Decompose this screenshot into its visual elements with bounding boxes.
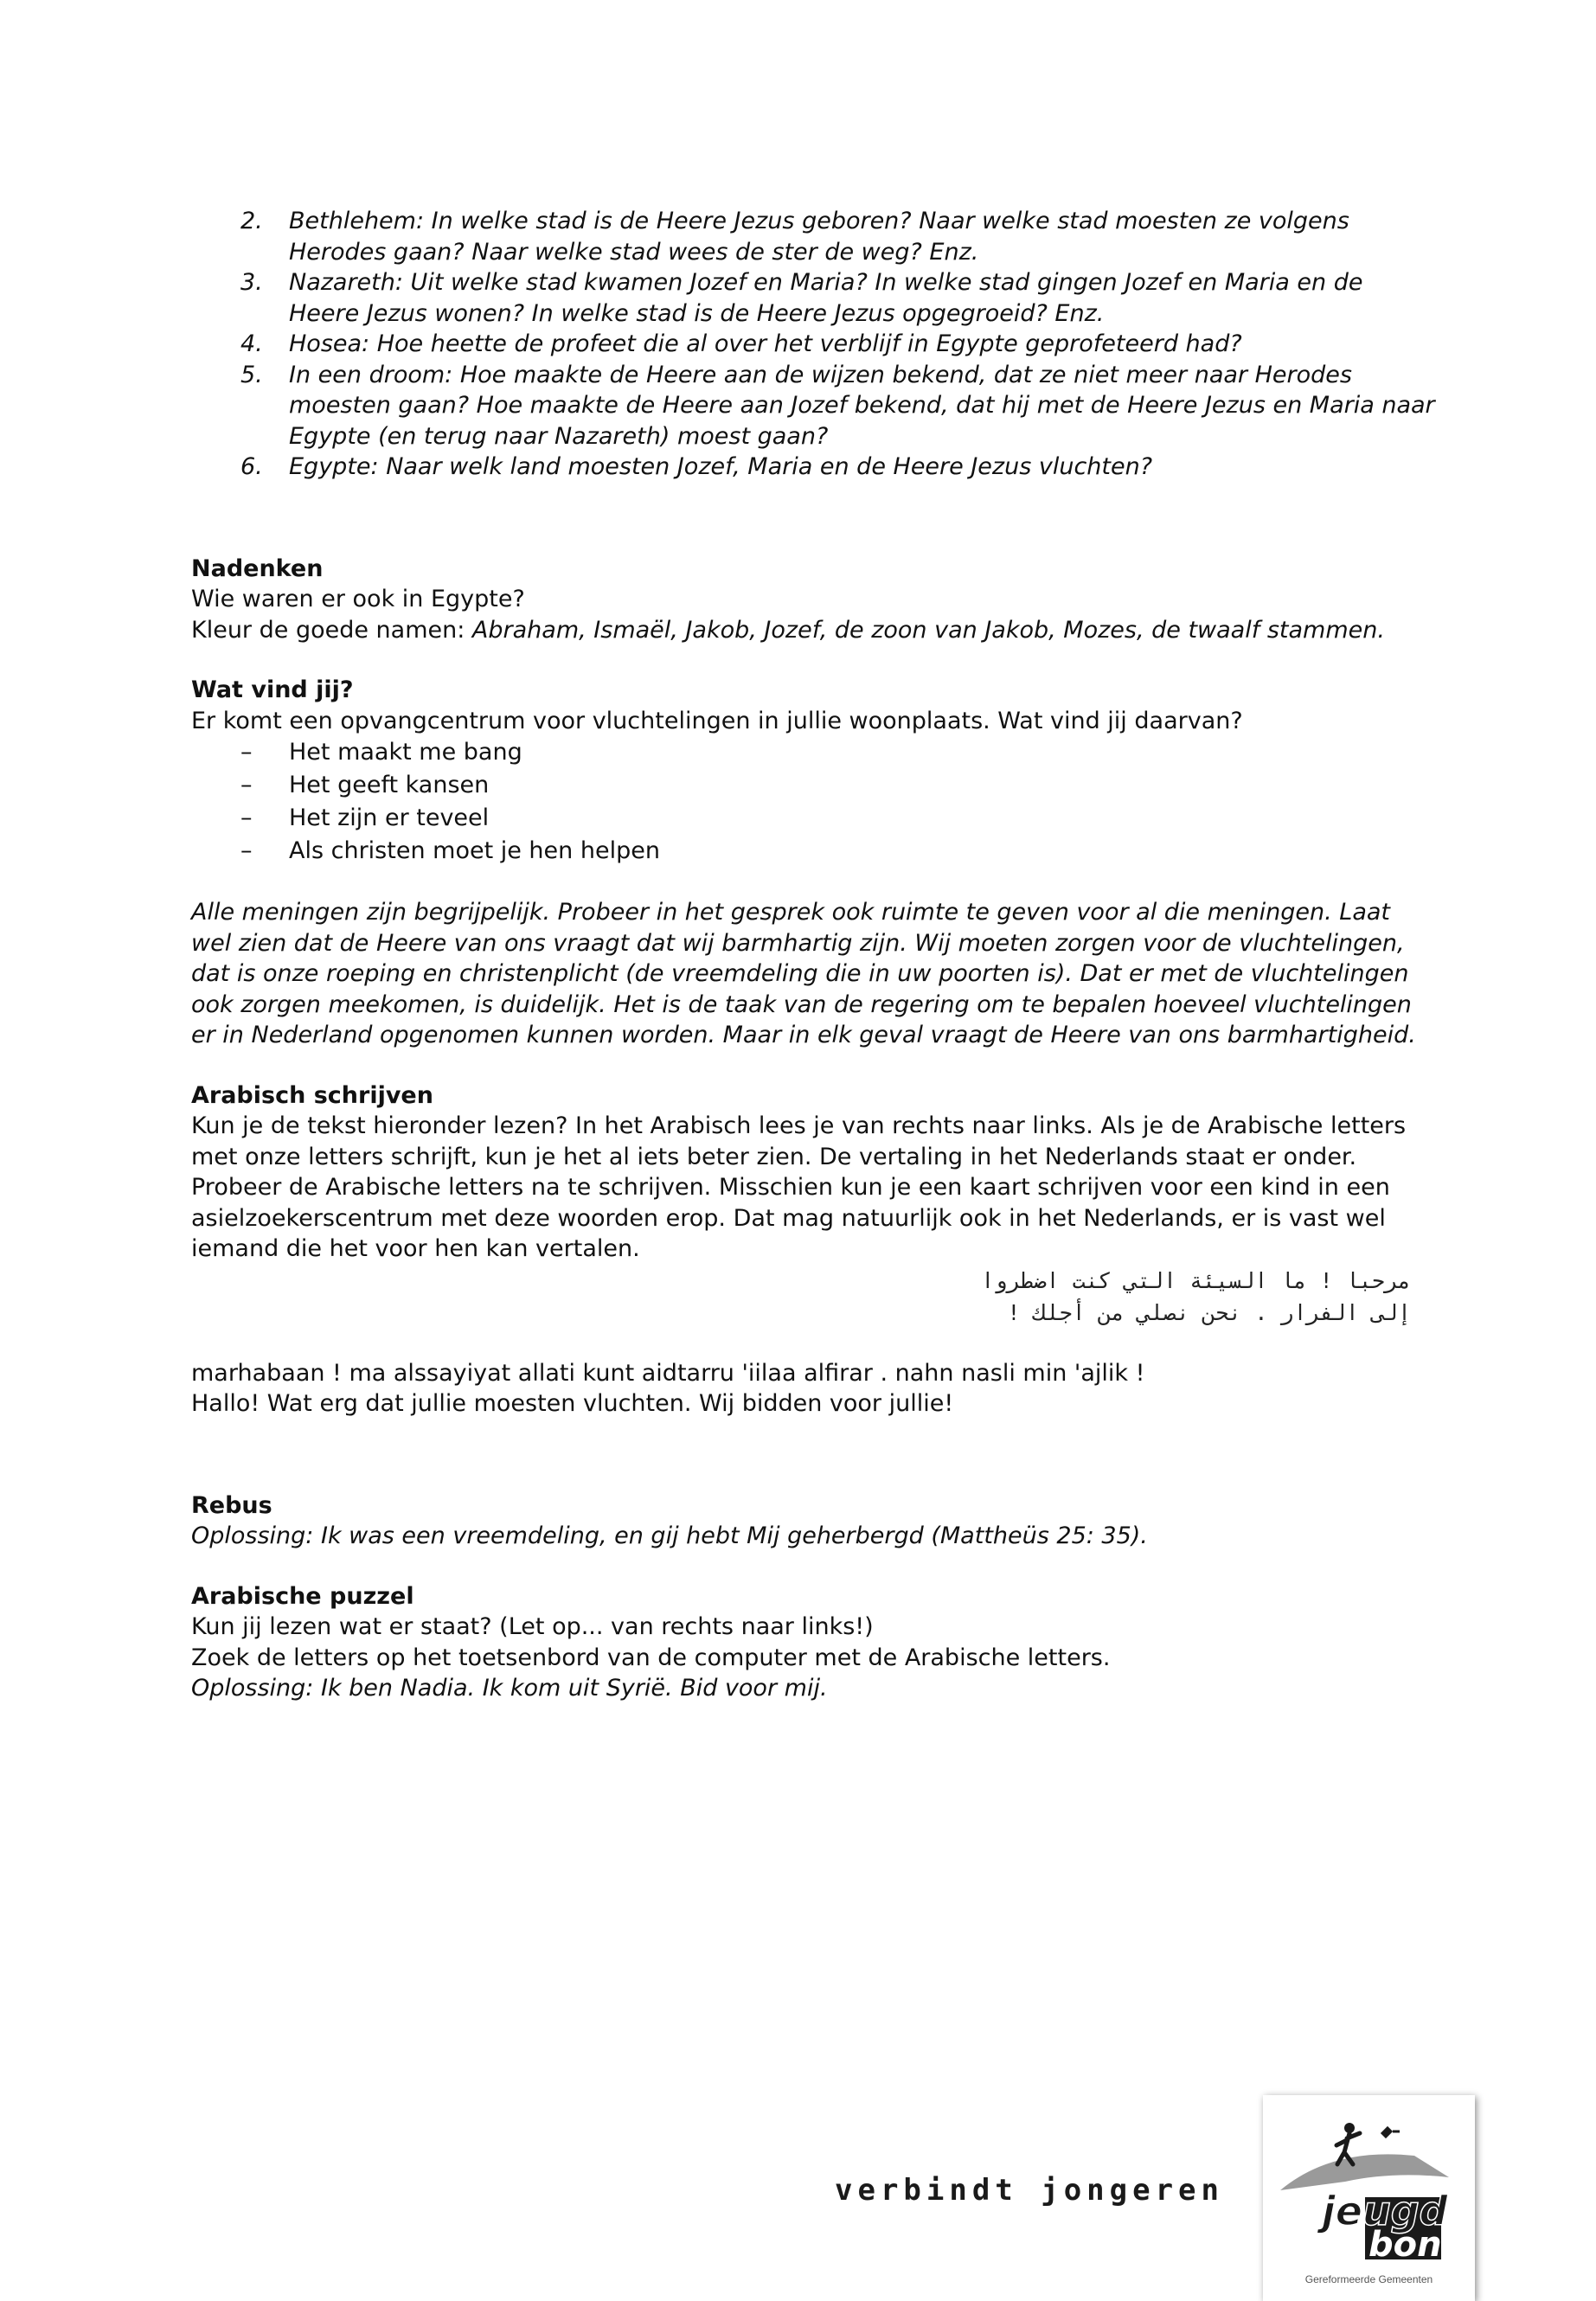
arabic-line: إلى الفرار . نحن نصلي من أجلك ! bbox=[1007, 1299, 1411, 1325]
logo-word-1: jeugd bbox=[1322, 2188, 1448, 2234]
list-item bbox=[191, 452, 1437, 483]
dash-bullet: – bbox=[240, 772, 253, 798]
paragraph-line: Zoek de letters op het toetsenbord van de computer met de Arabische letters. bbox=[191, 1644, 1111, 1671]
list-item bbox=[191, 206, 1437, 267]
list-item bbox=[191, 267, 1437, 329]
section-wat-vind-jij bbox=[191, 675, 1437, 1051]
section-arabisch-schrijven bbox=[191, 1080, 1437, 1420]
list-item bbox=[191, 769, 1437, 802]
list-item bbox=[191, 835, 1437, 868]
jeugdbond-logo bbox=[1263, 2095, 1475, 2301]
question-list bbox=[191, 206, 1437, 483]
logo-graphic bbox=[1263, 2095, 1475, 2301]
text-prefix: Kleur de goede namen: bbox=[191, 616, 472, 644]
page-content bbox=[191, 206, 1437, 1704]
dash-bullet: – bbox=[240, 837, 253, 864]
solution-text: Oplossing: Ik was een vreemdeling, en gij hebt Mij geherbergd (Mattheüs 25: 35). bbox=[191, 1522, 1148, 1549]
logo-subtitle: Gereformeerde Gemeenten bbox=[1304, 2273, 1433, 2285]
transliteration: marhabaan ! ma alssayiyat allati kunt aidtarru 'iilaa alfirar . nahn nasli min 'ajlik ! bbox=[191, 1359, 1145, 1387]
list-text: Nazareth: Uit welke stad kwamen Jozef en Maria? In welke stad gingen Jozef en Maria en de Heere Jezus wonen? In welke stad is de Heere Jezus opgegroeid? Enz. bbox=[289, 269, 1363, 327]
list-text: Het geeft kansen bbox=[289, 772, 490, 798]
translation: Hallo! Wat erg dat jullie moesten vluchten. Wij bidden voor jullie! bbox=[191, 1390, 954, 1417]
list-number: 5. bbox=[240, 361, 263, 388]
list-text: Het maakt me bang bbox=[289, 739, 522, 766]
paragraph-line: Wie waren er ook in Egypte? bbox=[191, 586, 525, 612]
arabic-line: مرحبا ! ما السيئة التي كنت اضطروا bbox=[981, 1267, 1411, 1293]
teacher-note: Alle meningen zijn begrijpelijk. Probeer in het gesprek ook ruimte te geven voor al die meningen. Laat wel zien dat de Heere van ons vraagt dat wij barmhartig zijn. Wij moeten zorgen voor de vluchtelingen, dat is onze roeping en christenplicht (de vreemdeling die in uw poorten is). Dat er met de vluchtelingen ook zorgen meekomen, is duidelijk. Het is de taak van de regering om te bepalen hoeveel vluchtelingen er in Nederland opgenomen kunnen worden. Maar in elk geval vraagt de Heere van ons barmhartigheid. bbox=[191, 899, 1416, 1048]
list-item bbox=[191, 329, 1437, 360]
paragraph-line: Kun jij lezen wat er staat? (Let op... van rechts naar links!) bbox=[191, 1613, 874, 1640]
logo-word-2: bond bbox=[1368, 2225, 1467, 2265]
list-number: 3. bbox=[240, 269, 263, 296]
opinion-list bbox=[191, 736, 1437, 868]
solution-text: Oplossing: Ik ben Nadia. Ik kom uit Syrië. Bid voor mij. bbox=[191, 1675, 828, 1702]
section-heading: Wat vind jij? bbox=[191, 676, 354, 703]
list-number: 6. bbox=[240, 453, 263, 480]
dash-bullet: – bbox=[240, 804, 253, 831]
list-item bbox=[191, 736, 1437, 769]
paragraph: Kun je de tekst hieronder lezen? In het Arabisch lees je van rechts naar links. Als je de Arabische letters met onze letters schrijft, kun je het al iets beter zien. De vertaling in het Nederlands staat er onder. Probeer de Arabische letters na te schrijven. Misschien kun je een kaart schrijven voor een kind in een asielzoekerscentrum met deze woorden erop. Dat mag natuurlijk ook in het Nederlands, er is vast wel iemand die het voor hen kan vertalen. bbox=[191, 1112, 1407, 1262]
names-list: Abraham, Ismaël, Jakob, Jozef, de zoon van Jakob, Mozes, de twaalf stammen. bbox=[471, 616, 1385, 644]
list-number: 4. bbox=[240, 330, 263, 357]
list-item bbox=[191, 360, 1437, 452]
list-text: Hosea: Hoe heette de profeet die al over het verblijf in Egypte geprofeteerd had? bbox=[289, 330, 1242, 357]
list-text: Het zijn er teveel bbox=[289, 804, 490, 831]
section-rebus bbox=[191, 1490, 1437, 1552]
list-text: In een droom: Hoe maakte de Heere aan de wijzen bekend, dat ze niet meer naar Herodes moesten gaan? Hoe maakte de Heere aan Jozef bekend, dat hij met de Heere Jezus en Maria naar Egypte (en terug naar Nazareth) moest gaan? bbox=[289, 361, 1435, 450]
footer-slogan: verbindt jongeren bbox=[835, 2173, 1224, 2208]
dash-bullet: – bbox=[240, 739, 253, 766]
paragraph-line bbox=[191, 615, 1437, 646]
list-text: Als christen moet je hen helpen bbox=[289, 837, 660, 864]
list-text: Bethlehem: In welke stad is de Heere Jezus geboren? Naar welke stad moesten ze volgens Herodes gaan? Naar welke stad wees de ster de weg? Enz. bbox=[289, 208, 1349, 266]
section-heading: Nadenken bbox=[191, 554, 324, 582]
list-number: 2. bbox=[240, 208, 263, 234]
section-heading: Rebus bbox=[191, 1491, 272, 1519]
list-item bbox=[191, 802, 1437, 835]
section-arabische-puzzel bbox=[191, 1581, 1437, 1704]
logo-swoosh bbox=[1280, 2154, 1449, 2190]
list-text: Egypte: Naar welk land moesten Jozef, Maria en de Heere Jezus vluchten? bbox=[289, 453, 1153, 480]
section-heading: Arabische puzzel bbox=[191, 1582, 414, 1610]
paragraph-line: Er komt een opvangcentrum voor vluchtelingen in jullie woonplaats. Wat vind jij daarvan? bbox=[191, 707, 1243, 734]
section-heading: Arabisch schrijven bbox=[191, 1081, 433, 1109]
section-nadenken bbox=[191, 554, 1437, 646]
